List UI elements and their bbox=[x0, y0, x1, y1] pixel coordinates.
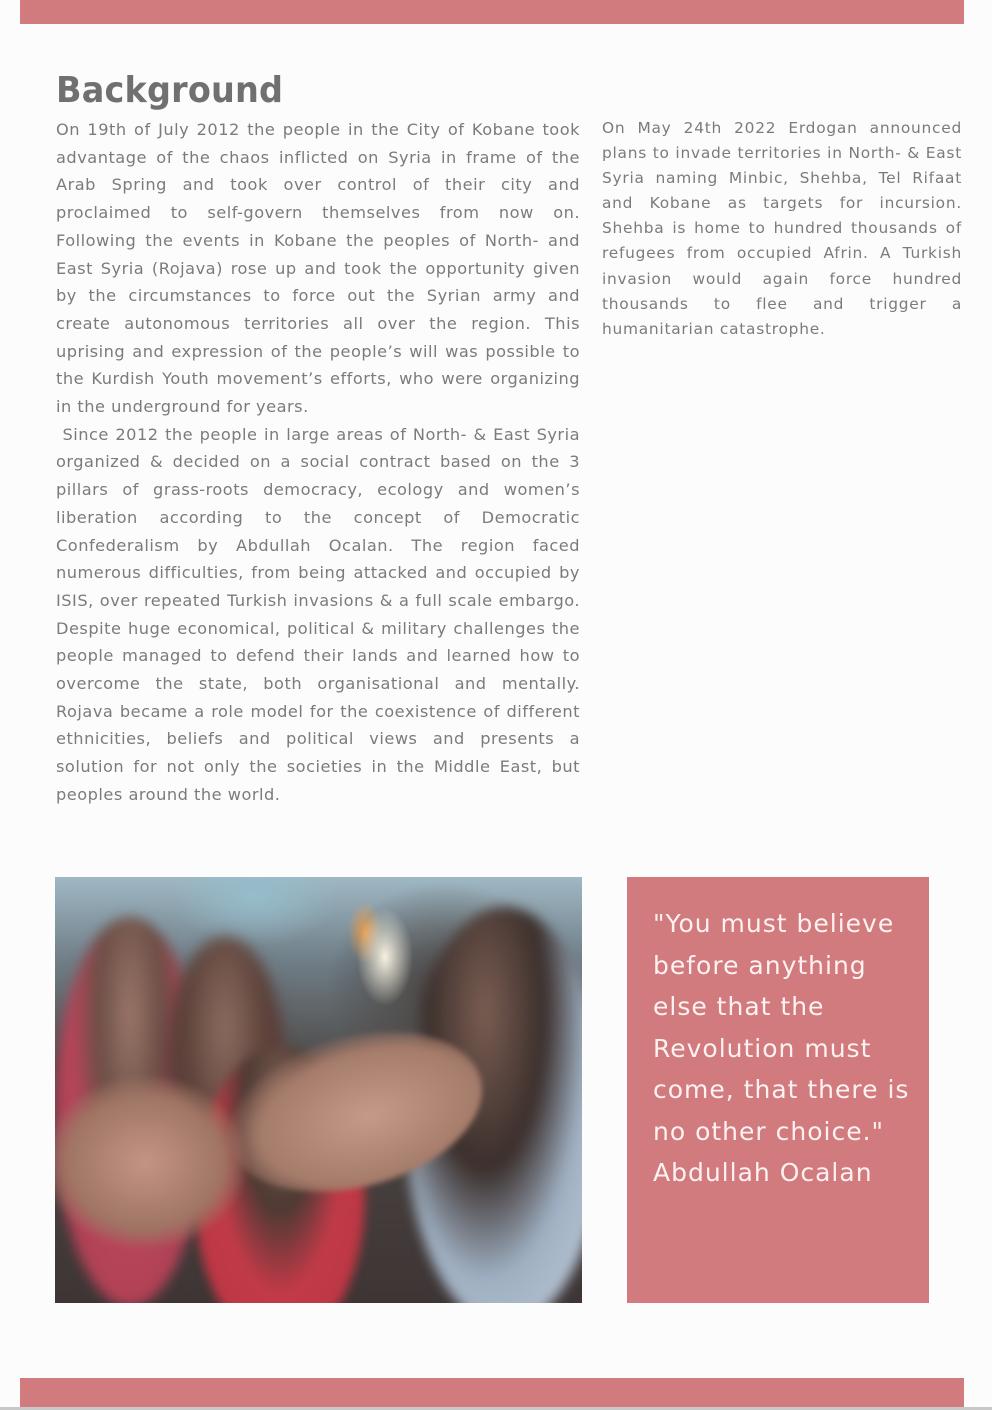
quote bbox=[653, 903, 923, 1194]
children-victory-sign-photo bbox=[55, 877, 582, 1303]
paragraph-since-2012: Since 2012 the people in large areas of North- & East Syria organized & decided on a social contract based on the 3 pillars of grass-roots democracy, ecology and women’s liberation according to the concept of Democratic Confederalism by Abdullah Ocalan. The region faced numerous difficulties, from being attacked and occupied by ISIS, over repeated Turkish invasions & a full scale embargo. Despite huge economical, political & military challenges the people managed to defend their lands and learned how to overcome the state, both organisational and mentally. Rojava became a role model for the coexistence of different ethnicities, beliefs and political views and presents a solution for not only the societies in the Middle East, but peoples around the world. bbox=[56, 424, 580, 804]
right-column bbox=[602, 116, 962, 342]
bottom-accent-bar bbox=[20, 1378, 964, 1407]
quote-author: Abdullah Ocalan bbox=[653, 1158, 873, 1187]
quote-text: "You must believe before anything else that the Revolution must come, that there is no other choice." bbox=[653, 909, 910, 1146]
left-column bbox=[56, 116, 580, 809]
paragraph-invasion-2022: On May 24th 2022 Erdogan announced plans to invade territories in North- & East Syria naming Minbic, Shehba, Tel Rifaat and Kobane as targets for incursion. Shehba is home to hundred thousands of refugees from occupied Afrin. A Turkish invasion would again force hundred thousands to flee and trigger a humanitarian catastrophe. bbox=[602, 119, 962, 338]
page-heading: Background bbox=[56, 70, 284, 111]
paragraph-kobane-2012: On 19th of July 2012 the people in the City of Kobane took advantage of the chaos inflicted on Syria in frame of the Arab Spring and took over control of their city and proclaimed to self-govern themselves from now on. Following the events in Kobane the peoples of North- and East Syria (Rojava) rose up and took the opportunity given by the circumstances to force out the Syrian army and create autonomous territories all over the region. This uprising and expression of the people’s will was possible to the Kurdish Youth movement’s efforts, who were organizing in the underground for years. bbox=[56, 120, 580, 417]
top-accent-bar bbox=[20, 0, 964, 24]
quote-box bbox=[627, 877, 929, 1303]
